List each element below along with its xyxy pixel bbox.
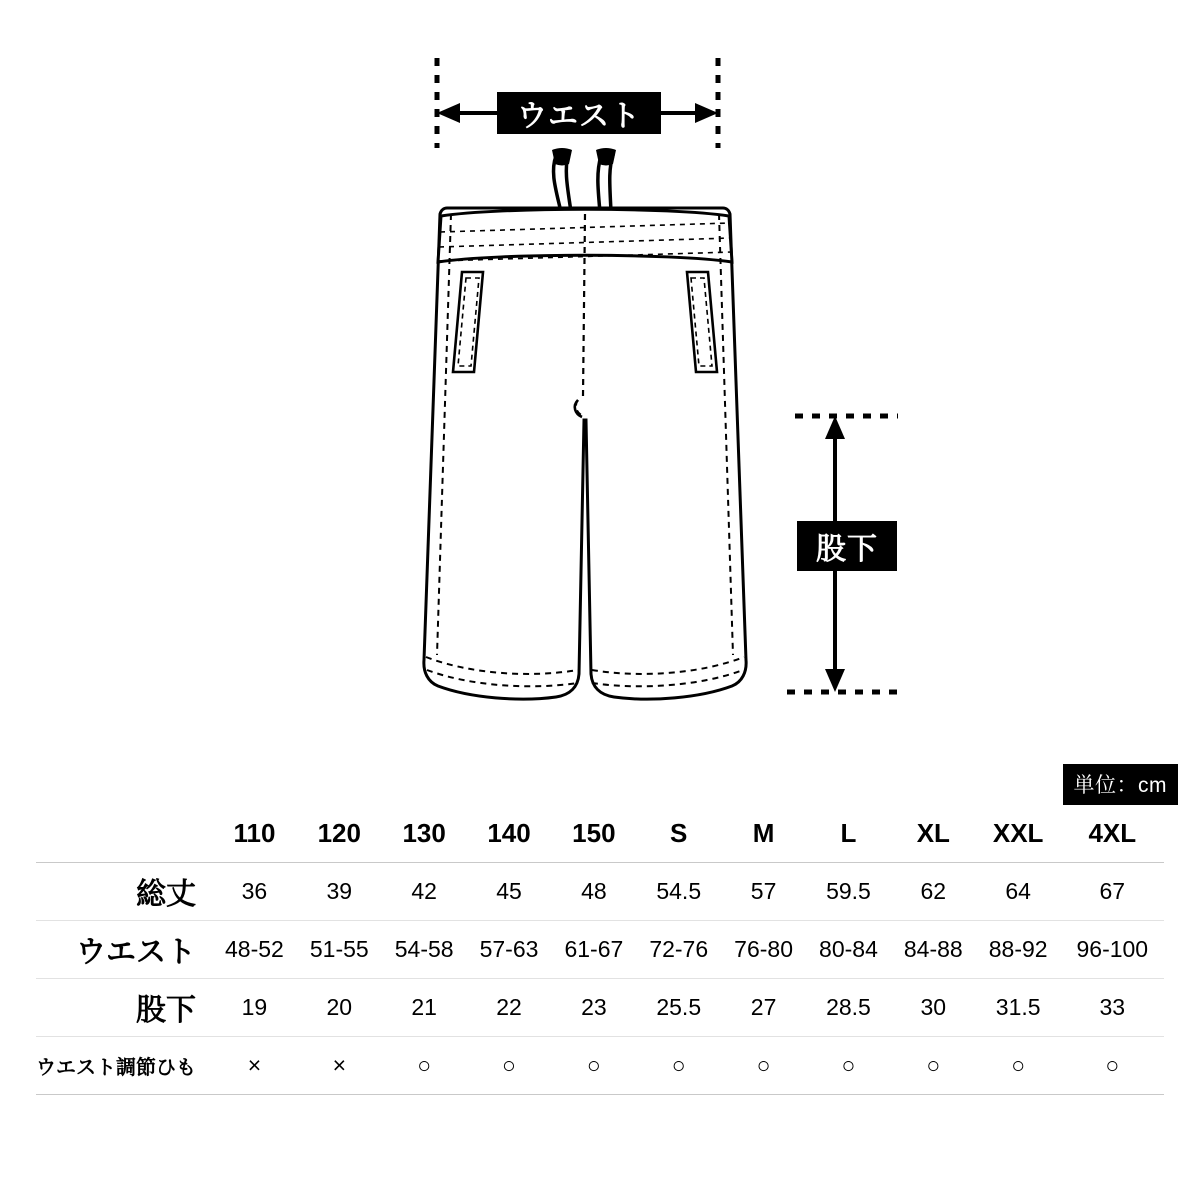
row-label-waist-drawstring: ウエスト調節ひも bbox=[36, 1036, 212, 1094]
waist-measure-label: ウエスト bbox=[497, 92, 661, 134]
cell-waist-m: 76-80 bbox=[721, 920, 806, 978]
cell-inseam-120: 20 bbox=[297, 978, 382, 1036]
cell-total-length-m: 57 bbox=[721, 862, 806, 920]
inseam-measure-label: 股下 bbox=[797, 521, 897, 571]
cell-total-length-xxl: 64 bbox=[976, 862, 1061, 920]
cell-inseam-110: 19 bbox=[212, 978, 297, 1036]
cell-waist-4xl: 96-100 bbox=[1061, 920, 1164, 978]
size-column-l: L bbox=[806, 806, 891, 862]
size-column-120: 120 bbox=[297, 806, 382, 862]
cell-waist-110: 48-52 bbox=[212, 920, 297, 978]
cell-drawstring-xxl: ○ bbox=[976, 1036, 1061, 1094]
cell-total-length-4xl: 67 bbox=[1061, 862, 1164, 920]
cell-waist-120: 51-55 bbox=[297, 920, 382, 978]
cell-waist-140: 57-63 bbox=[467, 920, 552, 978]
size-column-xl: XL bbox=[891, 806, 976, 862]
cell-inseam-xl: 30 bbox=[891, 978, 976, 1036]
unit-note: 単位：cm bbox=[1063, 764, 1179, 805]
cell-drawstring-l: ○ bbox=[806, 1036, 891, 1094]
row-label-inseam: 股下 bbox=[36, 978, 212, 1036]
cell-drawstring-140: ○ bbox=[467, 1036, 552, 1094]
size-column-140: 140 bbox=[467, 806, 552, 862]
cell-drawstring-120: × bbox=[297, 1036, 382, 1094]
cell-total-length-140: 45 bbox=[467, 862, 552, 920]
table-row bbox=[36, 920, 1164, 978]
size-column-m: M bbox=[721, 806, 806, 862]
size-column-130: 130 bbox=[382, 806, 467, 862]
cell-waist-xxl: 88-92 bbox=[976, 920, 1061, 978]
size-table-header bbox=[36, 806, 1164, 862]
cell-total-length-xl: 62 bbox=[891, 862, 976, 920]
cell-total-length-l: 59.5 bbox=[806, 862, 891, 920]
cell-drawstring-130: ○ bbox=[382, 1036, 467, 1094]
cell-waist-150: 61-67 bbox=[551, 920, 636, 978]
cell-inseam-140: 22 bbox=[467, 978, 552, 1036]
cell-total-length-130: 42 bbox=[382, 862, 467, 920]
row-label-waist: ウエスト bbox=[36, 920, 212, 978]
cell-inseam-m: 27 bbox=[721, 978, 806, 1036]
size-column-xxl: XXL bbox=[976, 806, 1061, 862]
cell-inseam-4xl: 33 bbox=[1061, 978, 1164, 1036]
table-corner-cell bbox=[36, 806, 212, 862]
waist-arrow-head-left bbox=[437, 103, 460, 123]
drawstring-tips bbox=[552, 148, 616, 166]
cell-drawstring-150: ○ bbox=[551, 1036, 636, 1094]
table-row bbox=[36, 862, 1164, 920]
cell-inseam-130: 21 bbox=[382, 978, 467, 1036]
cell-drawstring-m: ○ bbox=[721, 1036, 806, 1094]
size-table bbox=[36, 806, 1164, 1095]
cell-inseam-150: 23 bbox=[551, 978, 636, 1036]
cell-drawstring-110: × bbox=[212, 1036, 297, 1094]
cell-inseam-xxl: 31.5 bbox=[976, 978, 1061, 1036]
size-column-110: 110 bbox=[212, 806, 297, 862]
cell-waist-130: 54-58 bbox=[382, 920, 467, 978]
cell-total-length-s: 54.5 bbox=[636, 862, 721, 920]
cell-waist-xl: 84-88 bbox=[891, 920, 976, 978]
cell-drawstring-s: ○ bbox=[636, 1036, 721, 1094]
table-row bbox=[36, 978, 1164, 1036]
cell-waist-l: 80-84 bbox=[806, 920, 891, 978]
cell-waist-s: 72-76 bbox=[636, 920, 721, 978]
size-column-150: 150 bbox=[551, 806, 636, 862]
cell-drawstring-4xl: ○ bbox=[1061, 1036, 1164, 1094]
inseam-arrow-head-bottom bbox=[825, 669, 845, 692]
cell-inseam-s: 25.5 bbox=[636, 978, 721, 1036]
waist-arrow-head-right bbox=[695, 103, 718, 123]
inseam-arrow-head-top bbox=[825, 416, 845, 439]
cell-drawstring-xl: ○ bbox=[891, 1036, 976, 1094]
table-header-row bbox=[36, 806, 1164, 862]
table-row bbox=[36, 1036, 1164, 1094]
size-column-s: S bbox=[636, 806, 721, 862]
size-table-body bbox=[36, 862, 1164, 1094]
cell-total-length-120: 39 bbox=[297, 862, 382, 920]
cell-total-length-110: 36 bbox=[212, 862, 297, 920]
row-label-total-length: 総丈 bbox=[36, 862, 212, 920]
size-column-4xl: 4XL bbox=[1061, 806, 1164, 862]
cell-total-length-150: 48 bbox=[551, 862, 636, 920]
cell-inseam-l: 28.5 bbox=[806, 978, 891, 1036]
